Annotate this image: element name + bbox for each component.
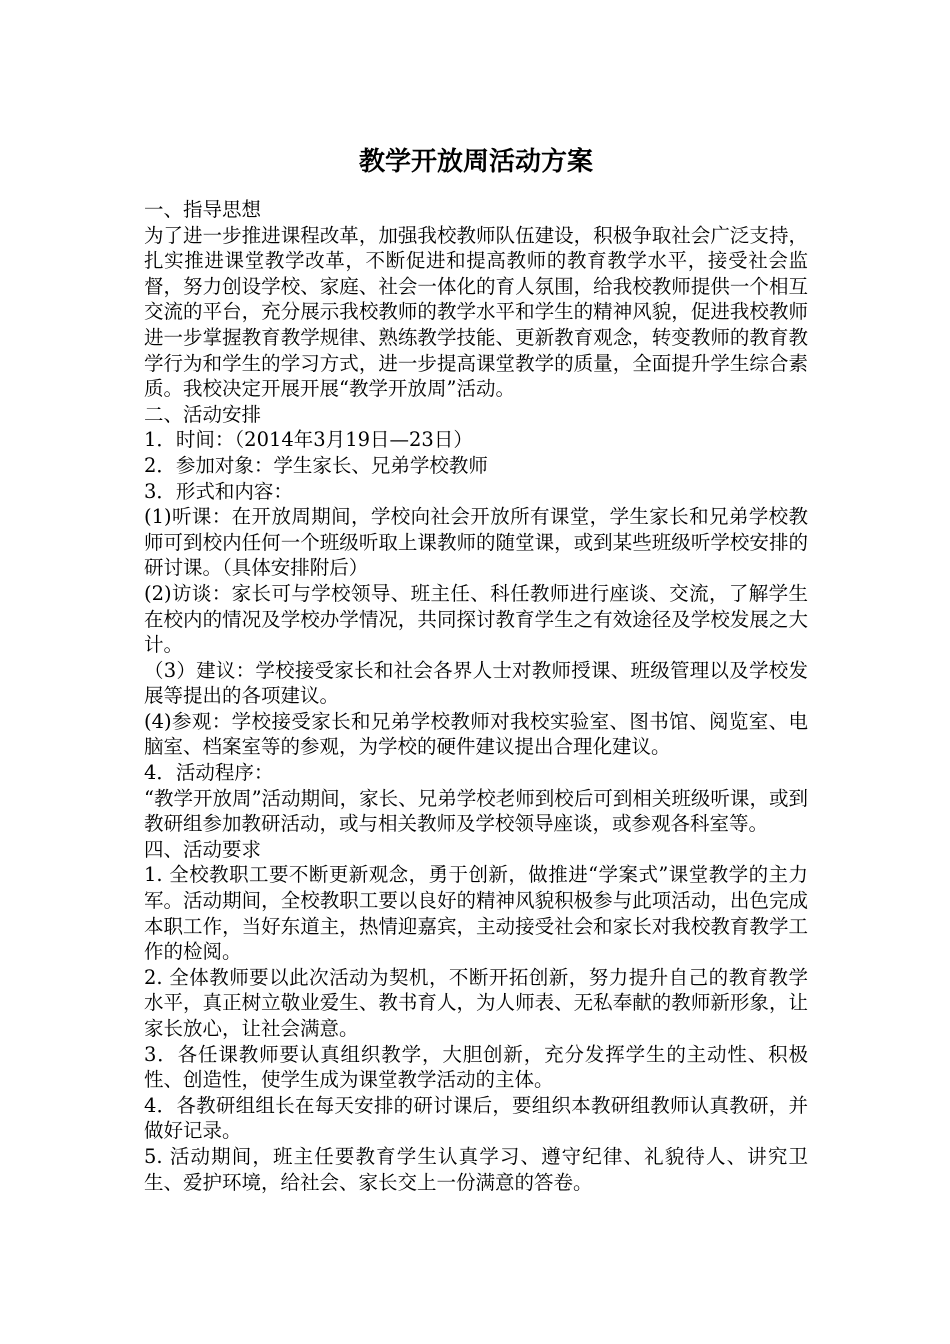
sub-item-lesson-observation: (1)听课：在开放周期间，学校向社会开放所有课堂，学生家长和兄弟学校教师可到校内任何一个班级听取上课教师的随堂课，或到某些班级听学校安排的研讨课。（具体安排附后） bbox=[144, 505, 808, 580]
section-heading-activity-arrangement: 二、活动安排 bbox=[144, 402, 262, 426]
sub-item-interview: (2)访谈：家长可与学校领导、班主任、科任教师进行座谈、交流，了解学生在校内的情况及学校办学情况，共同探讨教育学生之有效途径及学校发展之大计。 bbox=[144, 581, 808, 657]
sub-item-suggestions: （3）建议：学校接受家长和社会各界人士对教师授课、班级管理以及学校发展等提出的各项建议。 bbox=[144, 658, 808, 708]
requirement-4: 4．各教研组组长在每天安排的研讨课后，要组织本教研组教师认真教研，并做好记录。 bbox=[144, 1093, 808, 1143]
requirement-3: 3．各任课教师要认真组织教学，大胆创新，充分发挥学生的主动性、积极性、创造性，使学生成为课堂教学活动的主体。 bbox=[144, 1042, 808, 1092]
item-participants: 2．参加对象：学生家长、兄弟学校教师 bbox=[144, 453, 488, 477]
item-form-and-content: 3．形式和内容： bbox=[144, 479, 293, 503]
paragraph-guiding-ideology: 为了进一步推进课程改革，加强我校教师队伍建设，积极争取社会广泛支持，扎实推进课堂教学改革，不断促进和提高教师的教育教学水平，接受社会监督，努力创设学校、家庭、社会一体化的育人氛围，给我校教师提供一个相互交流的平台，充分展示我校教师的教学水平和学生的精神风貌，促进我校教师进一步掌握教育教学规律、熟练教学技能、更新教育观念，转变教师的教育教学行为和学生的学习方式，进一步提高课堂教学的质量，全面提升学生综合素质。我校决定开展开展“教学开放周”活动。 bbox=[144, 223, 808, 401]
paragraph-activity-procedure: “教学开放周”活动期间，家长、兄弟学校老师到校后可到相关班级听课，或到教研组参加教研活动，或与相关教师及学校领导座谈，或参观各科室等。 bbox=[144, 786, 808, 836]
item-activity-procedure: 4．活动程序： bbox=[144, 761, 274, 785]
sub-item-visit: (4)参观：学校接受家长和兄弟学校教师对我校实验室、图书馆、阅览室、电脑室、档案室等的参观，为学校的硬件建议提出合理化建议。 bbox=[144, 709, 808, 759]
document-body bbox=[144, 197, 808, 1195]
item-time: 1．时间：（2014年3月19日—23日） bbox=[144, 428, 473, 452]
requirement-5: 5. 活动期间，班主任要教育学生认真学习、遵守纪律、礼貌待人、讲究卫生、爱护环境，给社会、家长交上一份满意的答卷。 bbox=[144, 1144, 808, 1194]
section-heading-requirements: 四、活动要求 bbox=[144, 837, 262, 861]
document-title: 教学开放周活动方案 bbox=[358, 147, 593, 177]
requirement-2: 2. 全体教师要以此次活动为契机，不断开拓创新，努力提升自己的教育教学水平，真正树立敬业爱生、教书育人，为人师表、无私奉献的教师新形象，让家长放心，让社会满意。 bbox=[144, 965, 808, 1040]
section-heading-guiding-ideology: 一、指导思想 bbox=[144, 198, 262, 221]
requirement-1: 1. 全校教职工要不断更新观念，勇于创新，做推进“学案式”课堂教学的主力军。活动期间，全校教职工要以良好的精神风貌积极参与此项活动，出色完成本职工作，当好东道主，热情迎嘉宾，主动接受社会和家长对我校教育教学工作的检阅。 bbox=[144, 863, 808, 964]
